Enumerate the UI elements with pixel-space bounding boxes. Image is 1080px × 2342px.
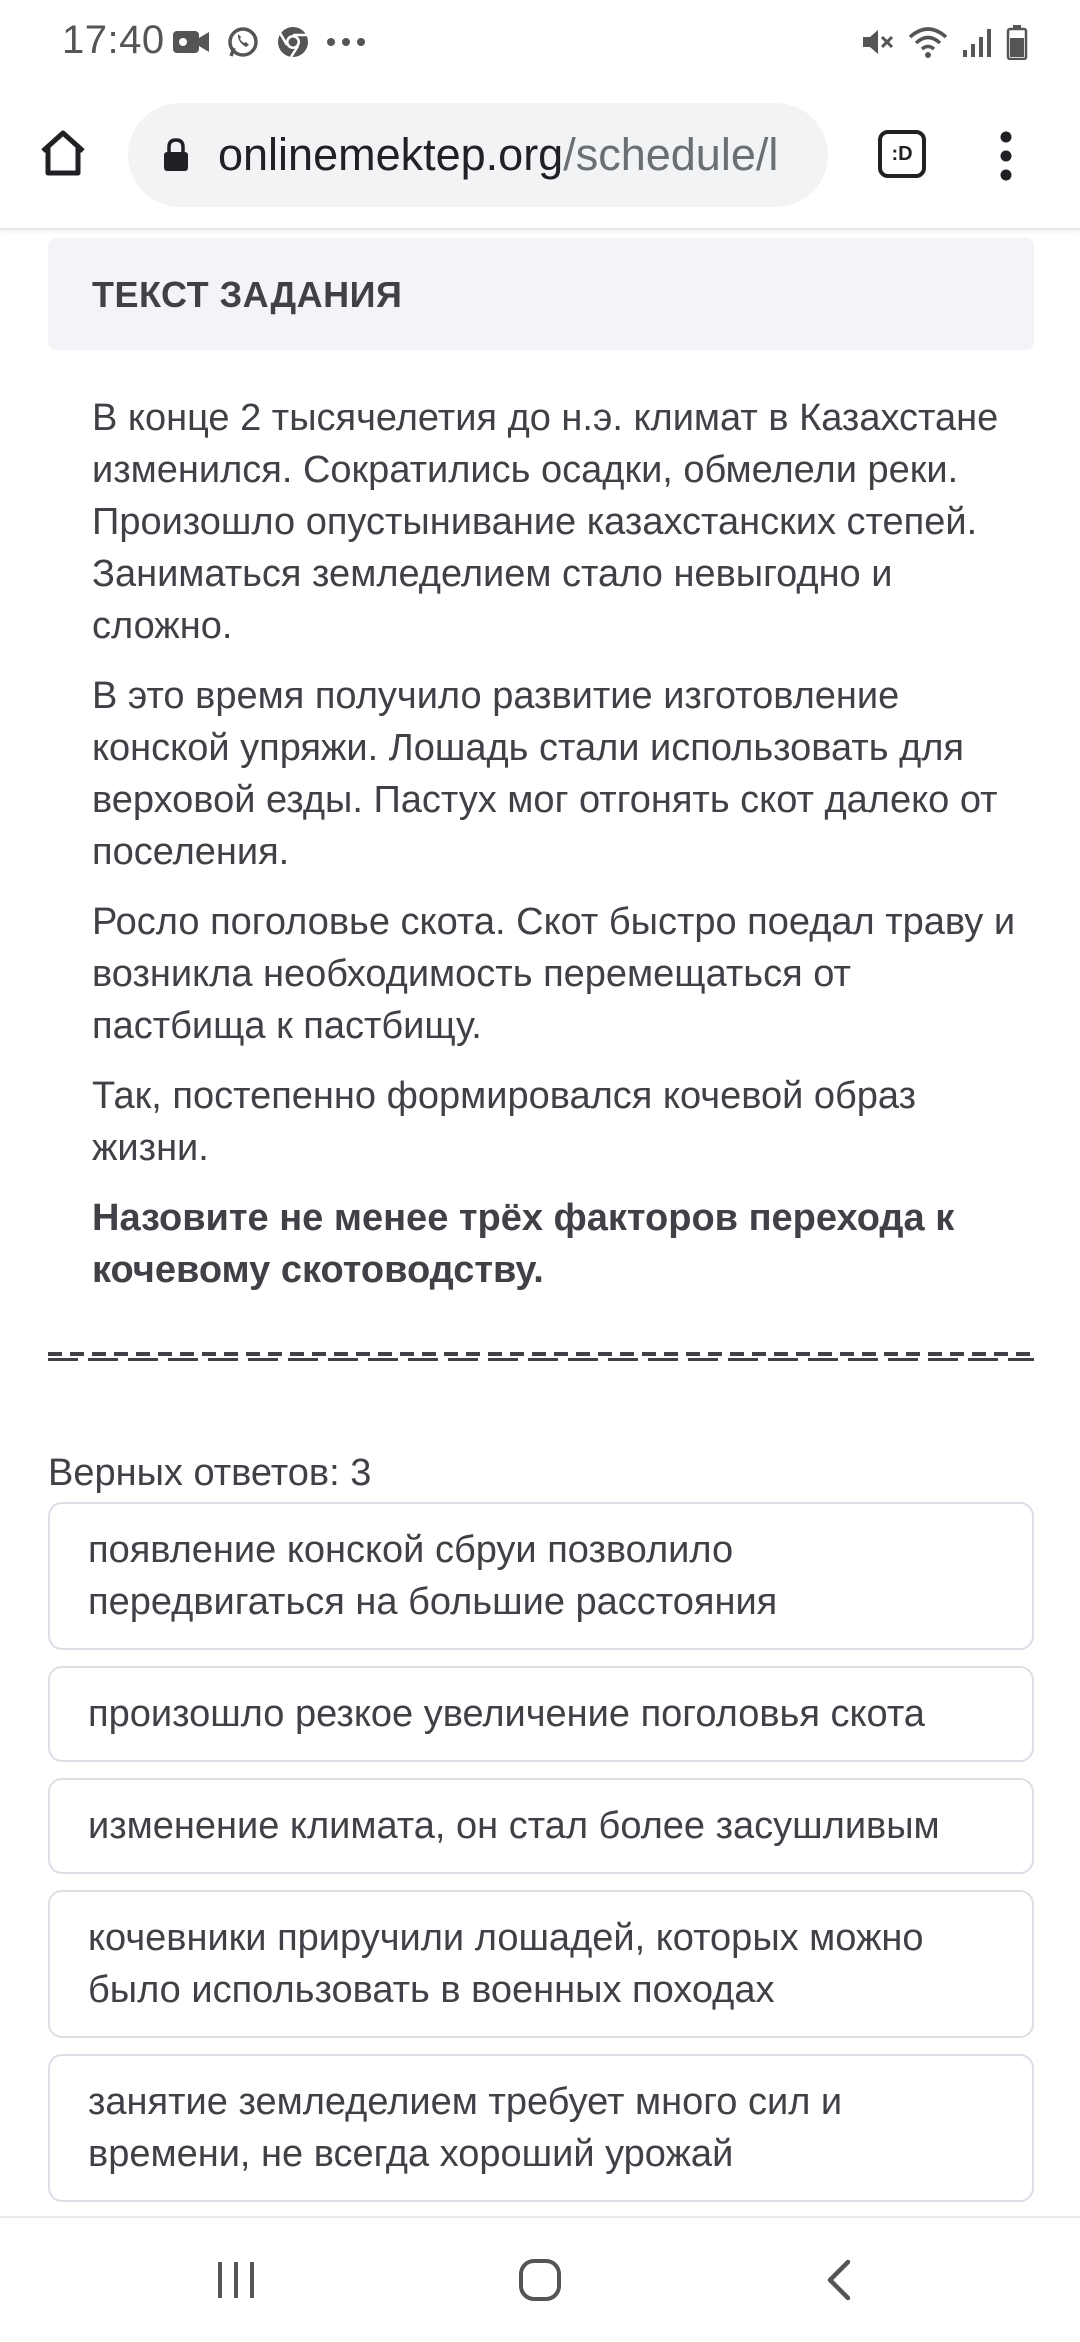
lock-icon [162,135,192,175]
mute-icon [860,25,894,59]
battery-icon [1006,24,1028,60]
tab-switcher-label: :D [891,142,913,165]
back-icon [820,2256,860,2304]
system-navigation-bar [0,2216,1080,2342]
browser-toolbar [0,86,1080,230]
answer-option[interactable]: появление конской сбруи позволило передвигаться на большие расстояния [48,1502,1034,1650]
more-vertical-icon [999,130,1013,182]
home-icon [37,127,89,179]
task-header [48,238,1034,350]
status-time: 17:40 [62,18,165,62]
task-paragraph: Росло поголовье скота. Скот быстро поедал траву и возникла необходимость перемещаться от пастбища к пастбищу. [92,901,1016,1047]
browser-menu-button[interactable] [990,120,1022,192]
task-text [92,392,1022,1314]
home-circle-icon [516,2256,564,2304]
url-text [218,129,778,181]
whatsapp-icon [226,25,260,59]
url-path: /schedule/l [563,129,779,180]
back-button[interactable] [808,2248,872,2312]
url-domain: onlinemektep.org [218,129,564,180]
correct-answers-count: Верных ответов: 3 [48,1452,372,1494]
status-notification-icons [172,22,366,62]
answer-option[interactable]: занятие земледелием требует много сил и времени, не всегда хороший урожай [48,2054,1034,2202]
dashed-divider [48,1352,1034,1360]
more-dots-icon [326,37,366,47]
video-camera-icon [172,27,210,57]
task-header-title: ТЕКСТ ЗАДАНИЯ [92,274,403,315]
recent-apps-button[interactable] [204,2248,268,2312]
wifi-icon [908,25,948,59]
task-question: Назовите не менее трёх факторов перехода к кочевому скотоводству. [92,1197,955,1291]
tab-switcher-button[interactable] [878,130,926,178]
status-system-icons [860,22,1028,62]
task-paragraph: В это время получило развитие изготовление конской упряжи. Лошадь стали использовать для верховой езды. Пастух мог отгонять скот далеко от поселения. [92,675,998,873]
chrome-icon [276,25,310,59]
nav-home-button[interactable] [508,2248,572,2312]
answer-option[interactable]: кочевники приручили лошадей, которых можно было использовать в военных походах [48,1890,1034,2038]
answer-options-list [48,1502,1034,2218]
signal-icon [962,26,992,58]
recent-apps-icon [214,2258,258,2302]
task-paragraph: В конце 2 тысячелетия до н.э. климат в Казахстане изменился. Сократились осадки, обмелели реки. Произошло опустынивание казахстанских степей. Заниматься земледелием стало невыгодно и сложно. [92,397,999,647]
status-bar [0,0,1080,86]
answer-option[interactable]: изменение климата, он стал более засушливым [48,1778,1034,1874]
task-paragraph: Так, постепенно формировался кочевой образ жизни. [92,1075,917,1169]
answer-option[interactable]: произошло резкое увеличение поголовья скота [48,1666,1034,1762]
home-button[interactable] [32,122,94,184]
address-bar[interactable] [128,103,828,207]
